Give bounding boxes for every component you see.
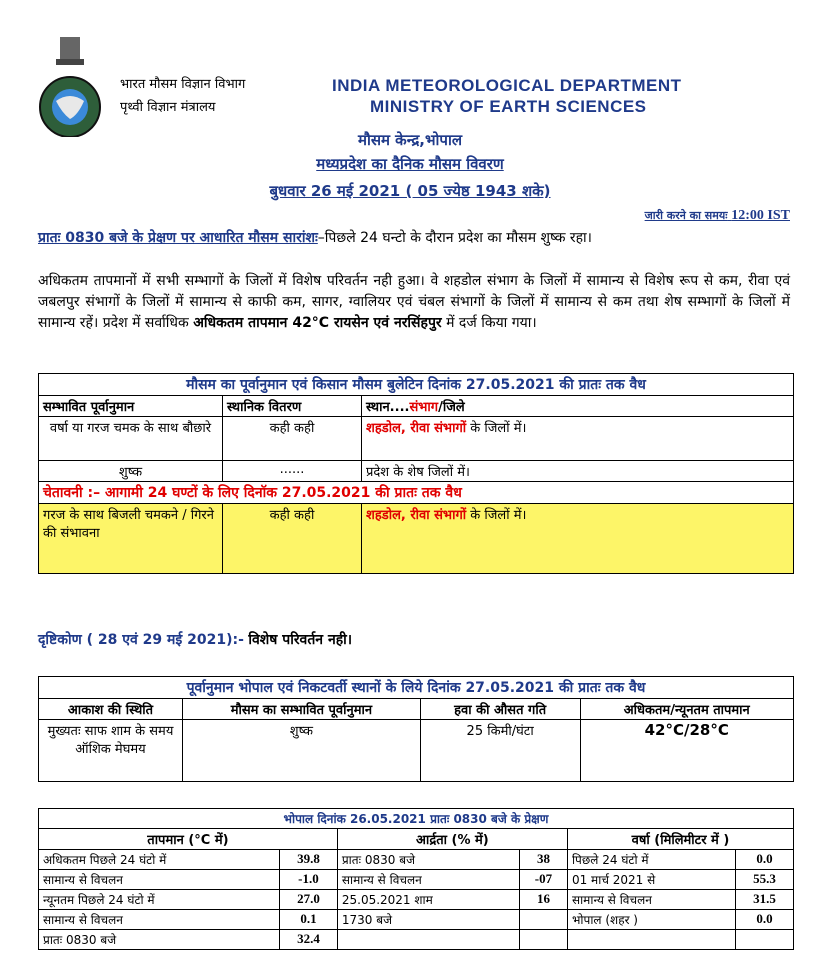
table-cell: प्रातः 0830 बजे — [39, 930, 280, 950]
table-cell — [567, 930, 735, 950]
observation-title: भोपाल दिनांक 26.05.2021 प्रातः 0830 बजे के प्रेक्षण — [39, 809, 794, 829]
summary-paragraph-2 — [38, 271, 790, 334]
table-cell: भोपाल (शहर ) — [567, 910, 735, 930]
table-cell: 25 किमी/घंटा — [420, 720, 580, 782]
table-cell: 42°C/28°C — [580, 720, 794, 782]
table-cell: सामान्य से विचलन — [567, 890, 735, 910]
summary-text-4: में दर्ज किया गया। — [446, 315, 537, 331]
table-cell: शुष्क — [183, 720, 421, 782]
org-english-line2: MINISTRY OF EARTH SCIENCES — [370, 97, 647, 116]
summary-text-1: –पिछले 24 घन्टो के दौरान प्रदेश का मौसम शुष्क रहा। — [317, 230, 592, 246]
table-cell: 38 — [519, 850, 567, 870]
table-row — [39, 870, 794, 890]
table-cell: 16 — [519, 890, 567, 910]
table-cell — [519, 910, 567, 930]
observation-table — [38, 808, 794, 950]
warning-cell: शहडोल, रीवा संभागों के जिलों में। — [362, 504, 794, 574]
table-cell: 0.0 — [736, 850, 794, 870]
outlook-text: विशेष परिवर्तन नही। — [248, 632, 353, 648]
table-header: मौसम का सम्भावित पूर्वानुमान — [183, 699, 421, 720]
table-cell: सामान्य से विचलन — [39, 910, 280, 930]
table-header: वर्षा (मिलिमीटर में ) — [567, 829, 793, 850]
table-cell: प्रातः 0830 बजे — [337, 850, 519, 870]
table-cell: अधिकतम पिछले 24 घंटो में — [39, 850, 280, 870]
summary-heading: प्रातः 0830 बजे के प्रेक्षण पर आधारित मौसम सारांशः — [38, 230, 318, 246]
table-cell: 0.1 — [280, 910, 338, 930]
forecast-col-header: स्थानिक वितरण — [223, 396, 362, 417]
table-cell: 0.0 — [736, 910, 794, 930]
centre-name: मौसम केन्द्र,भोपाल — [357, 131, 462, 149]
outlook-label: दृष्टिकोण ( 28 एवं 29 मई 2021):- — [38, 632, 244, 648]
table-header: आर्द्रता (% में) — [337, 829, 567, 850]
table-cell: सामान्य से विचलन — [39, 870, 280, 890]
table-cell — [337, 930, 519, 950]
table-cell — [519, 930, 567, 950]
table-cell: 1730 बजे — [337, 910, 519, 930]
bhopal-forecast-table — [38, 676, 794, 782]
summary-paragraph — [38, 228, 790, 249]
table-cell: न्यूनतम पिछले 24 घंटो में — [39, 890, 280, 910]
forecast-table — [38, 373, 794, 574]
table-cell: मुख्यतः साफ शाम के समय ऑशिक मेघमय — [39, 720, 183, 782]
issue-time — [645, 208, 790, 224]
table-cell: 31.5 — [736, 890, 794, 910]
table-header: अधिकतम/न्यूनतम तापमान — [580, 699, 794, 720]
table-cell: 39.8 — [280, 850, 338, 870]
table-cell: ...... — [223, 461, 362, 482]
table-cell: पिछले 24 घंटो में — [567, 850, 735, 870]
issue-time-label: जारी करने का समयः — [644, 209, 728, 222]
warning-title: चेतावनी :– आगामी 24 घण्टों के लिए दिनॉक 27.05.2021 की प्रातः तक वैध — [39, 482, 794, 504]
org-hindi-line1: भारत मौसम विज्ञान विभाग — [120, 77, 246, 92]
warning-cell: कही कही — [223, 504, 362, 574]
table-row — [39, 850, 794, 870]
table-cell: शुष्क — [39, 461, 223, 482]
table-row — [39, 930, 794, 950]
bhopal-forecast-title: पूर्वानुमान भोपाल एवं निकटवर्ती स्थानों के लिये दिनांक 27.05.2021 की प्रातः तक वैध — [39, 677, 794, 699]
table-cell: 32.4 — [280, 930, 338, 950]
table-cell: 01 मार्च 2021 से — [567, 870, 735, 890]
table-header: आकाश की स्थिति — [39, 699, 183, 720]
org-hindi-line2: पृथ्वी विज्ञान मंत्रालय — [120, 100, 216, 115]
summary-text-2: अधिकतम तापमानों में सभी सम्भागों के जिलों में विशेष परिवर्तन नही हुआ। वे शहडोल संभाग के जिलों में सामान्य से विशेष रूप से कम, रीवा एवं जबलपुर संभागों के जिलों में सामान्य से काफी कम, सागर, ग्वालियर एवं चंबल संभागों के जिलों में सामान्य से कम तथा शेष सम्भागों के जिलों में सामान्य रहें। प्रदेश में सर्वाधिक — [38, 273, 790, 331]
table-cell: वर्षा या गरज चमक के साथ बौछारे — [39, 417, 223, 461]
table-cell: 25.05.2021 शाम — [337, 890, 519, 910]
issue-time-value: 12:00 IST — [731, 208, 790, 223]
table-row — [39, 890, 794, 910]
imd-emblem-icon — [34, 35, 106, 137]
table-row — [39, 910, 794, 930]
forecast-title: मौसम का पूर्वानुमान एवं किसान मौसम बुलेटिन दिनांक 27.05.2021 की प्रातः तक वैध — [39, 374, 794, 396]
table-cell: सामान्य से विचलन — [337, 870, 519, 890]
summary-max-temp: अधिकतम तापमान 42°C रायसेन एवं नरसिंहपुर — [193, 315, 442, 331]
outlook — [38, 630, 352, 649]
table-cell: 27.0 — [280, 890, 338, 910]
table-cell: प्रदेश के शेष जिलों में। — [362, 461, 794, 482]
table-cell: -1.0 — [280, 870, 338, 890]
forecast-col-header: सम्भावित पूर्वानुमान — [39, 396, 223, 417]
table-header: तापमान (°C में) — [39, 829, 338, 850]
table-cell: 55.3 — [736, 870, 794, 890]
table-header: हवा की औसत गति — [420, 699, 580, 720]
table-cell: -07 — [519, 870, 567, 890]
table-cell: शहडोल, रीवा संभागों के जिलों में। — [362, 417, 794, 461]
table-cell — [736, 930, 794, 950]
page-title: मध्यप्रदेश का दैनिक मौसम विवरण — [316, 155, 504, 173]
report-date: बुधवार 26 मई 2021 ( 05 ज्येष्ठ 1943 शके) — [269, 182, 551, 200]
forecast-col-header: स्थान....संभाग/जिले — [362, 396, 794, 417]
warning-cell: गरज के साथ बिजली चमकने / गिरने की संभावना — [39, 504, 223, 574]
org-english-line1: INDIA METEOROLOGICAL DEPARTMENT — [332, 76, 682, 95]
table-cell: कही कही — [223, 417, 362, 461]
